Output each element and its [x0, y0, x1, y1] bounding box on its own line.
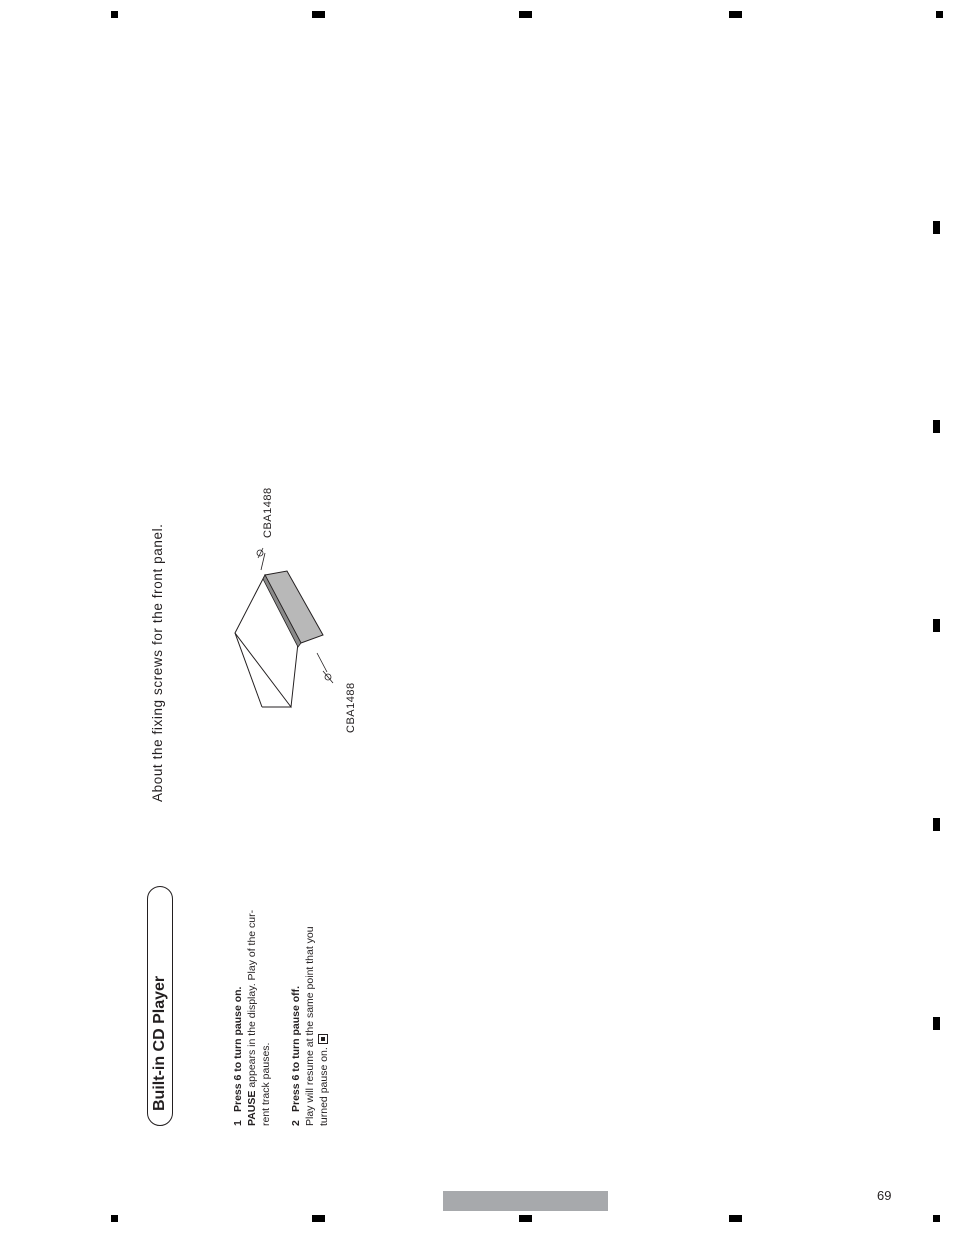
registration-mark: [729, 1215, 742, 1222]
registration-mark: [312, 1215, 325, 1222]
step-1: 1Press 6 to turn pause on. PAUSE appears in the display. Play of the cur- rent track pauses.: [232, 909, 272, 1126]
registration-mark: [519, 1215, 532, 1222]
registration-mark: [933, 818, 940, 831]
part-label-bottom: CBA1488: [345, 682, 357, 733]
registration-mark: [111, 1215, 118, 1222]
registration-mark: [312, 11, 325, 18]
pause-emphasis: PAUSE: [246, 1090, 258, 1126]
registration-mark: [729, 11, 742, 18]
unit-diagram: [225, 535, 335, 715]
registration-mark: [933, 221, 940, 234]
step-1-heading: Press 6 to turn pause on.: [232, 986, 244, 1112]
registration-mark: [933, 619, 940, 632]
registration-mark: [933, 420, 940, 433]
footer-bar: [443, 1191, 608, 1211]
screw-bottom-icon: [317, 653, 333, 683]
registration-mark: [933, 1017, 940, 1030]
page-number: 69: [877, 1188, 892, 1203]
screw-top-icon: [257, 548, 265, 570]
registration-mark: [519, 11, 532, 18]
step-2: 2Press 6 to turn pause off. Play will resume at the same point that you turned pause on.: [290, 926, 330, 1126]
step-2-heading: Press 6 to turn pause off.: [290, 985, 302, 1112]
screw-note: About the fixing screws for the front panel.: [150, 523, 165, 802]
registration-mark: [933, 1215, 940, 1222]
section-title: Built-in CD Player: [147, 886, 173, 1126]
registration-mark: [936, 11, 943, 18]
part-label-top: CBA1488: [262, 487, 274, 538]
registration-mark: [111, 11, 118, 18]
stop-icon: [318, 1034, 328, 1044]
